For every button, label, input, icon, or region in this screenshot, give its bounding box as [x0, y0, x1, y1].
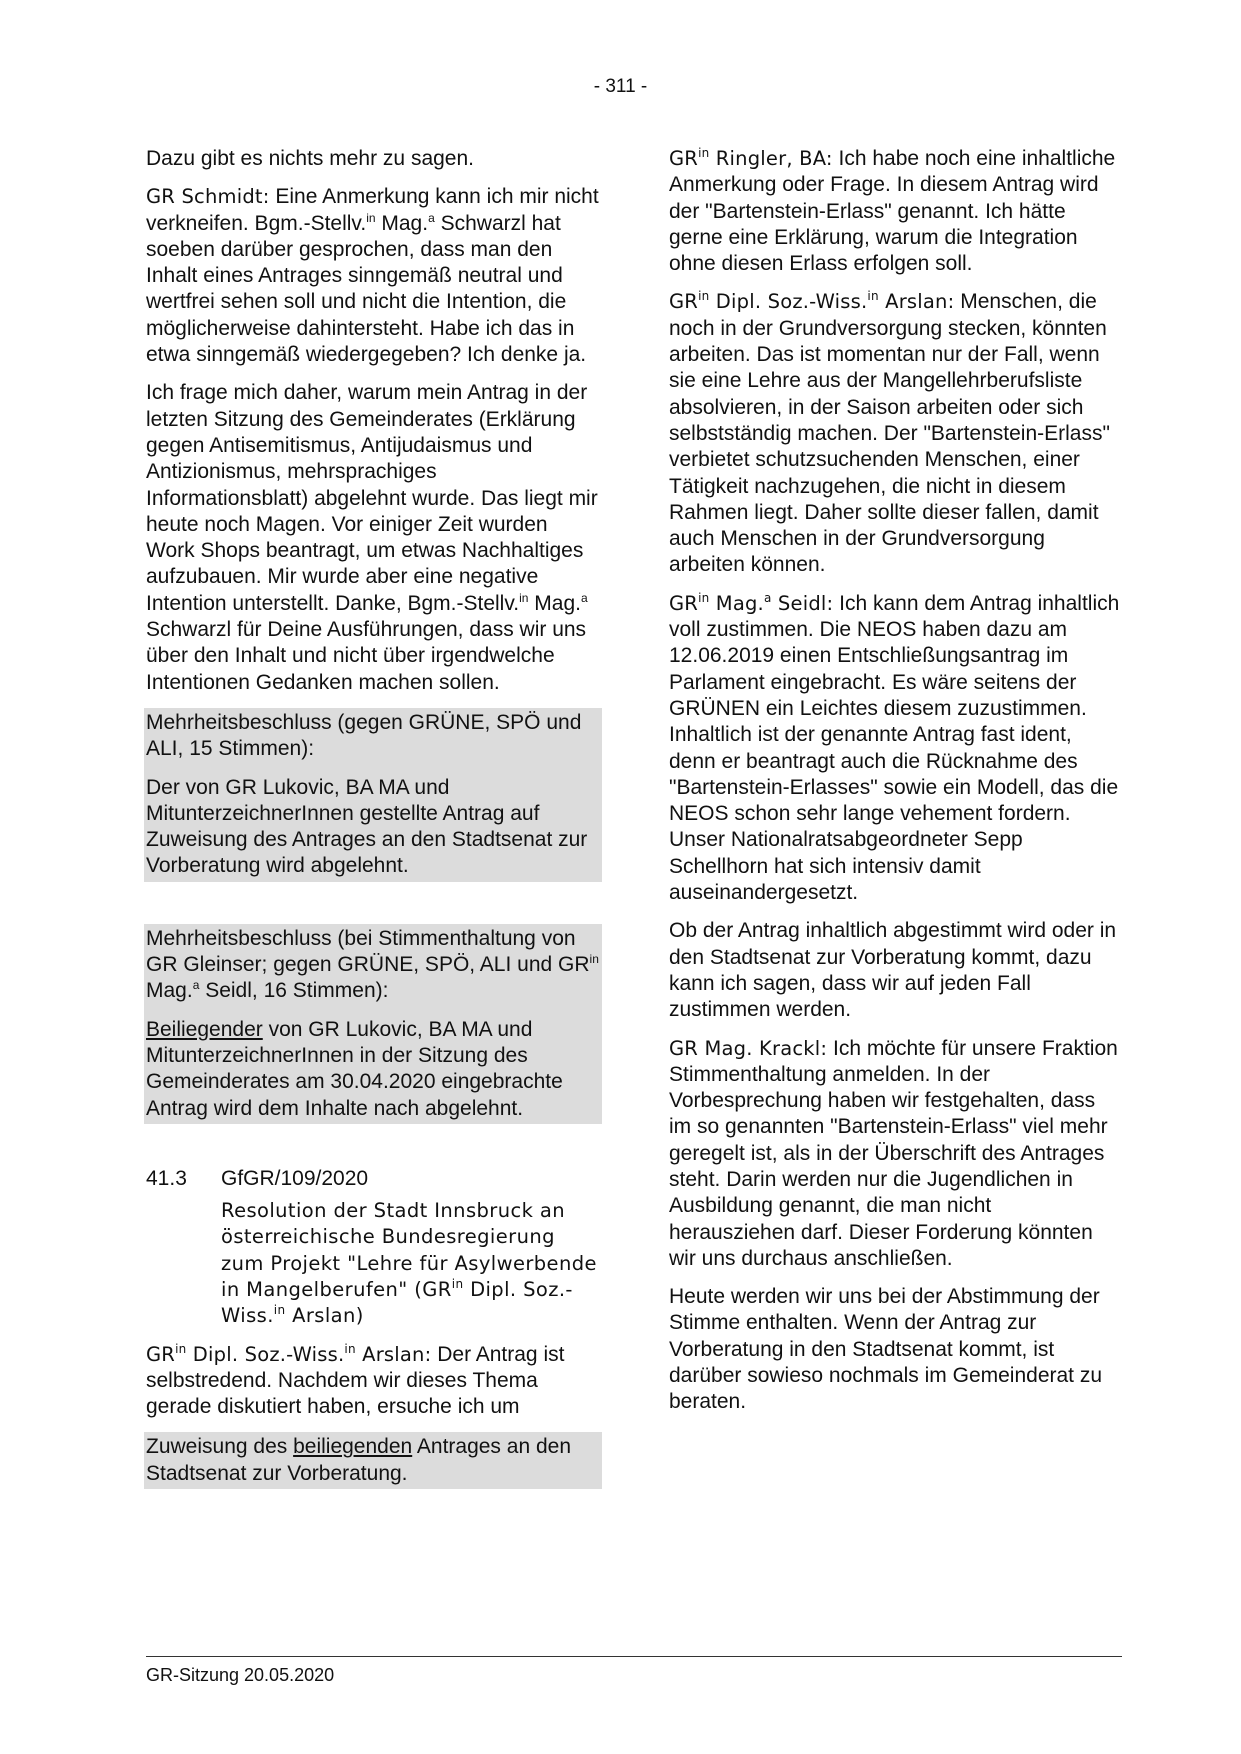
- speaker-paragraph: [669, 146, 1123, 277]
- superscript: in: [451, 1276, 464, 1291]
- speaker-name: GR Mag. Krackl:: [669, 1036, 828, 1060]
- superscript: in: [366, 210, 376, 225]
- superscript: in: [589, 952, 599, 967]
- resolution-box: [144, 708, 602, 882]
- paragraph-text: Mehrheitsbeschluss (bei Stimmenthaltung von GR Gleinser; gegen GRÜNE, SPÖ, ALI und GR: [146, 926, 590, 977]
- superscript: in: [175, 1341, 187, 1356]
- paragraph-text: Arslan): [285, 1304, 364, 1328]
- superscript: in: [519, 590, 529, 605]
- paragraph-text: Mag.: [146, 979, 193, 1003]
- spacer: [146, 1136, 600, 1166]
- speaker-part: Ringler, BA:: [709, 147, 833, 170]
- paragraph-text: Menschen, die noch in der Grundversorgung stecken, könnten arbeiten. Das ist momentan nur der Fall, wenn sie eine Lehre aus der Mangellehrberufsliste absolvieren, in der Saison arbeiten oder sich selbstständig machen. Der "Bartenstein-Erlass" verbietet schutzsuchenden Menschen, einer Tätigkeit nachzugehen, die nicht in diesem Rahmen liegt. Daher sollte dieser fallen, damit auch Menschen in der Grundversorgung arbeiten können.: [669, 290, 1110, 577]
- paragraph-text: Antrages an den Stadtsenat zur Vorberatung.: [146, 1435, 571, 1485]
- speaker-part: GR: [669, 290, 699, 314]
- paragraph-text: Der Antrag ist selbstredend. Nachdem wir dieses Thema gerade diskutiert haben, ersuche ich um: [146, 1342, 565, 1419]
- superscript: in: [698, 590, 710, 605]
- paragraph: Dazu gibt es nichts mehr zu sagen.: [146, 147, 475, 170]
- superscript: in: [698, 289, 710, 304]
- superscript: in: [273, 1303, 286, 1318]
- vote-result: [146, 926, 600, 1005]
- speaker-part: Arslan:: [355, 1342, 432, 1366]
- speaker-part: Mag.: [709, 591, 764, 615]
- right-column: [669, 146, 1123, 1428]
- decision-text: Der von GR Lukovic, BA MA und MitunterzeichnerInnen gestellte Antrag auf Zuweisung des Antrages an den Stadtsenat zur Vorberatung wird abgelehnt.: [146, 775, 588, 878]
- speaker-name: [669, 147, 833, 170]
- speaker-part: GR: [669, 147, 699, 170]
- superscript: in: [698, 146, 710, 160]
- paragraph-text: Mag.: [375, 211, 429, 235]
- speaker-name: [669, 592, 833, 615]
- speaker-name: [146, 1343, 431, 1366]
- paragraph: Heute werden wir uns bei der Abstimmung der Stimme enthalten. Wenn der Antrag zur Vorberatung in den Stadtsenat kommt, ist darüber sowieso nochmals im Gemeinderat zu beraten.: [669, 1285, 1103, 1414]
- paragraph-text: Resolution der Stadt Innsbruck an österreichische Bundesregierung zum Projekt "Lehre für Asylwerbende in Mangelberufen" (GR: [221, 1199, 597, 1301]
- decision-text: [146, 1434, 600, 1487]
- superscript: a: [763, 590, 772, 605]
- paragraph-text: Ich frage mich daher, warum mein Antrag in der letzten Sitzung des Gemeinderates (Erklärung gegen Antisemitismus, Antijudaismus und Antizionismus, mehrsprachiges Informationsblatt) abgelehnt wurde. Das liegt mir heute noch Magen. Vor einiger Zeit wurden Work Shops beantragt, um etwas Nachhaltiges aufzubauen. Mir wurde aber eine negative Intention unterstellt. Danke, Bgm.-Stellv.: [146, 381, 598, 615]
- agenda-title: [221, 1198, 600, 1329]
- speaker-paragraph: [669, 1036, 1123, 1273]
- agenda-item-header: [146, 1166, 600, 1192]
- speaker-part: Dipl. Soz.-Wiss.: [709, 290, 868, 314]
- page-number: - 311 -: [593, 76, 648, 97]
- speaker-name: GR Schmidt:: [146, 185, 270, 209]
- agenda-number: 41.3: [146, 1166, 187, 1190]
- superscript: in: [867, 289, 879, 304]
- speaker-part: GR: [146, 1342, 176, 1366]
- superscript: a: [428, 210, 435, 225]
- paragraph-text: Ich möchte für unsere Fraktion Stimmenthaltung anmelden. In der Vorbesprechung haben wir festgehalten, dass im so genannten "Bartenstein-Erlass" viel mehr geregelt ist, als in der Überschrift des Antrages steht. Darin werden nur die Jugendlichen in Ausbildung genannt, die man nicht herausziehen darf. Dieser Forderung könnten wir uns durchaus anschließen.: [669, 1036, 1118, 1270]
- agenda-reference: GfGR/109/2020: [221, 1166, 369, 1190]
- speaker-paragraph: [669, 591, 1123, 907]
- footer-session-date: GR-Sitzung 20.05.2020: [146, 1665, 335, 1685]
- footer-divider: [146, 1656, 1122, 1657]
- underlined-word: Beiliegender: [146, 1017, 263, 1041]
- paragraph-text: Dipl. Soz.-Wiss.: [221, 1277, 573, 1328]
- paragraph-text: Zuweisung des: [146, 1435, 294, 1459]
- speaker-paragraph: [669, 289, 1123, 578]
- paragraph-text: Mag.: [528, 591, 581, 615]
- underlined-word: beiliegenden: [293, 1435, 413, 1459]
- speaker-part: Seidl:: [771, 591, 834, 615]
- vote-result: Mehrheitsbeschluss (gegen GRÜNE, SPÖ und ALI, 15 Stimmen):: [146, 710, 582, 761]
- spacer: [146, 894, 600, 924]
- speaker-part: GR: [669, 591, 699, 615]
- paragraph-text: Ich habe noch eine inhaltliche Anmerkung oder Frage. In diesem Antrag wird der "Bartenstein-Erlass" genannt. Ich hätte gerne eine Erklärung, warum die Integration ohne diesen Erlass erfolgen soll.: [669, 147, 1116, 276]
- superscript: in: [344, 1341, 356, 1356]
- superscript: a: [581, 590, 588, 605]
- paragraph-text: Ich kann dem Antrag inhaltlich voll zustimmen. Die NEOS haben dazu am 12.06.2019 einen Entschließungsantrag im Parlament eingebracht. Es wäre seitens der GRÜNEN ein Leichtes diesem zuzustimmen. Inhaltlich ist der genannte Antrag fast ident, denn er beantragt auch die Rücknahme des "Bartenstein-Erlasses" sowie ein Modell, das die NEOS schon sehr lange vehement fordern. Unser Nationalratsabgeordneter Sepp Schellhorn hat sich intensiv damit auseinandergesetzt.: [669, 591, 1120, 905]
- paragraph-text: Schwarzl hat soeben darüber gesprochen, dass man den Inhalt eines Antrages sinngemäß neutral und wertfrei sehen soll und nicht die Intention, die möglicherweise dahintersteht. Habe ich das in etwa sinngemäß wiedergegeben? Ich denke ja.: [146, 211, 587, 367]
- resolution-box: [144, 1432, 602, 1489]
- speaker-part: Arslan:: [878, 290, 955, 314]
- paragraph-text: von GR Lukovic, BA MA und MitunterzeichnerInnen in der Sitzung des Gemeinderates am 30.04.2020 eingebrachte Antrag wird dem Inhalte nach abgelehnt.: [146, 1017, 563, 1120]
- superscript: a: [192, 978, 200, 993]
- speaker-part: Dipl. Soz.-Wiss.: [186, 1342, 345, 1366]
- paragraph-text: Schwarzl für Deine Ausführungen, dass wir uns über den Inhalt und nicht über irgendwelche Intentionen Gedanken machen sollen.: [146, 618, 587, 694]
- paragraph: [146, 380, 600, 696]
- paragraph: Ob der Antrag inhaltlich abgestimmt wird oder in den Stadtsenat zur Vorberatung kommt, dazu kann ich sagen, dass wir auf jeden Fall zustimmen werden.: [669, 919, 1117, 1022]
- decision-text: [146, 1017, 600, 1122]
- speaker-paragraph: [146, 184, 600, 368]
- left-column: [146, 146, 600, 1501]
- resolution-box: [144, 924, 602, 1124]
- speaker-name: [669, 290, 954, 313]
- speaker-paragraph: [146, 1342, 600, 1421]
- paragraph-text: Seidl, 16 Stimmen):: [199, 979, 389, 1003]
- paragraph-text: Eine Anmerkung kann ich mir nicht verkneifen. Bgm.-Stellv.: [146, 185, 599, 235]
